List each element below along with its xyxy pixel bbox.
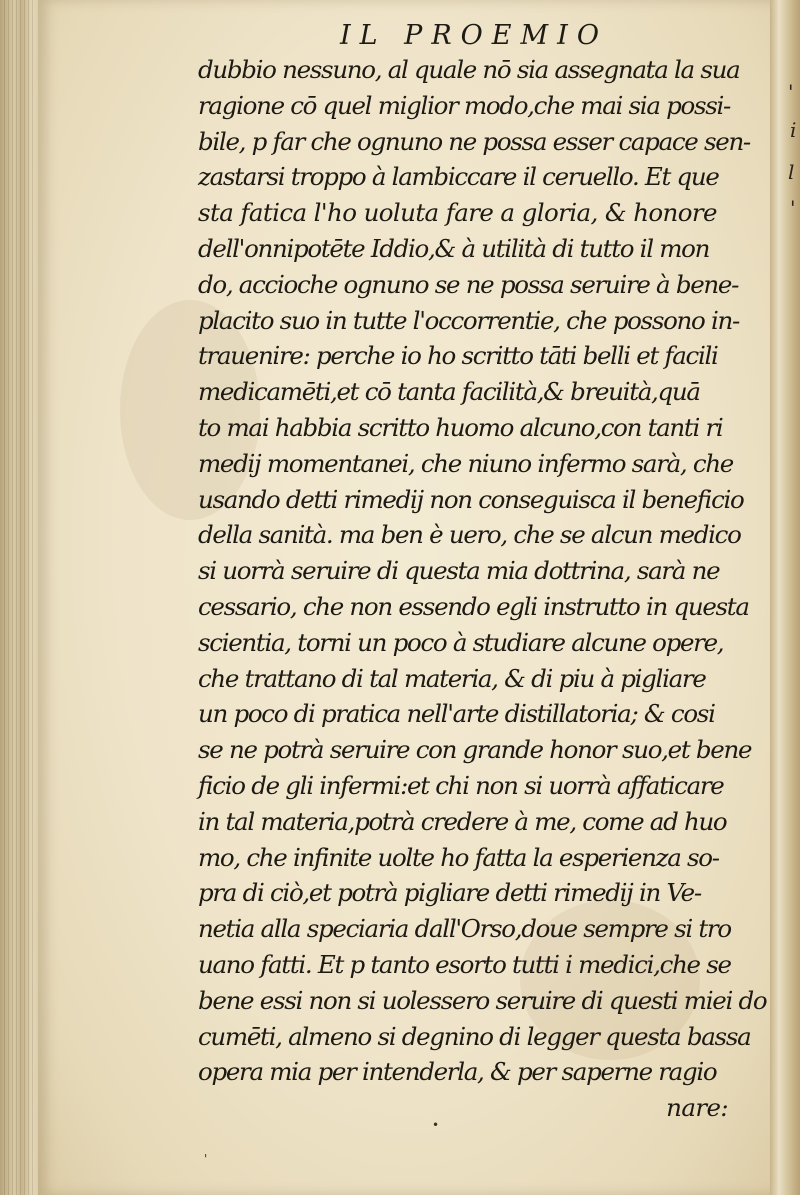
text-line: della sanità. ma ben è uero, che se alcun medico xyxy=(198,520,741,550)
binding-texture xyxy=(4,0,34,1195)
edge-letter-mark: ' xyxy=(790,196,796,220)
text-line: che trattano di tal materia, & di piu à pigliare xyxy=(198,663,706,693)
edge-letter-mark: i xyxy=(790,118,797,142)
book-gutter xyxy=(0,0,40,1195)
ink-speck: • xyxy=(432,1118,440,1132)
text-line: ragione cō quel miglior modo,che mai sia possi- xyxy=(198,90,731,120)
text-line: un poco di pratica nell'arte distillatoria; & cosi xyxy=(198,699,715,729)
text-line: cumēti, almeno si degnino di legger questa bassa xyxy=(198,1021,751,1051)
text-line: si uorrà seruire di questa mia dottrina, sarà ne xyxy=(198,556,720,586)
text-line: bene essi non si uolessero seruire di questi miei do xyxy=(198,985,767,1015)
text-line: scientia, torni un poco à studiare alcune opere, xyxy=(198,627,724,657)
body-text xyxy=(198,52,768,1126)
text-line: placito suo in tutte l'occorrentie, che possono in- xyxy=(198,305,739,335)
text-line: usando detti rimedij non conseguisca il beneficio xyxy=(198,484,744,514)
text-line: se ne potrà seruire con grande honor suo,et bene xyxy=(198,735,752,765)
text-line: opera mia per intenderla, & per saperne ragio xyxy=(198,1057,717,1087)
text-line: netia alla speciaria dall'Orso,doue sempre si tro xyxy=(198,914,731,944)
text-line: bile, p far che ognuno ne possa esser capace sen- xyxy=(198,126,750,156)
edge-letter-mark: l xyxy=(788,160,795,184)
text-line: do, accioche ognuno se ne possa seruire à bene- xyxy=(198,269,739,299)
text-line: ficio de gli infermi:et chi non si uorrà affaticare xyxy=(198,770,724,800)
text-line: to mai habbia scritto huomo alcuno,con tanti ri xyxy=(198,412,723,442)
text-line: uano fatti. Et p tanto esorto tutti i medici,che se xyxy=(198,949,731,979)
edge-letter-mark: ' xyxy=(788,80,794,104)
running-head: IL PROEMIO xyxy=(340,20,608,51)
text-line: in tal materia,potrà credere à me, come ad huo xyxy=(198,806,727,836)
text-line: cessario, che non essendo egli instrutto in questa xyxy=(198,591,749,621)
next-leaf-edge xyxy=(770,0,800,1195)
text-line: dell'onnipotēte Iddio,& à utilità di tutto il mon xyxy=(198,233,710,263)
text-line: medij momentanei, che niuno infermo sarà, che xyxy=(198,448,734,478)
text-line: nare: xyxy=(666,1093,728,1123)
text-line: pra di ciò,et potrà pigliare detti rimedij in Ve- xyxy=(198,878,701,908)
text-line: mo, che infinite uolte ho fatta la esperienza so- xyxy=(198,842,719,872)
text-line: dubbio nessuno, al quale nō sia assegnata la sua xyxy=(198,55,740,84)
text-line: sta fatica l'ho uoluta fare a gloria, & honore xyxy=(198,198,717,228)
text-line: trauenire: perche io ho scritto tāti belli et facili xyxy=(198,341,718,371)
text-line: medicamēti,et cō tanta facilità,& breuità,quā xyxy=(198,377,700,407)
text-line: zastarsi troppo à lambiccare il ceruello. Et que xyxy=(198,162,719,192)
ink-speck: ' xyxy=(204,1152,208,1166)
